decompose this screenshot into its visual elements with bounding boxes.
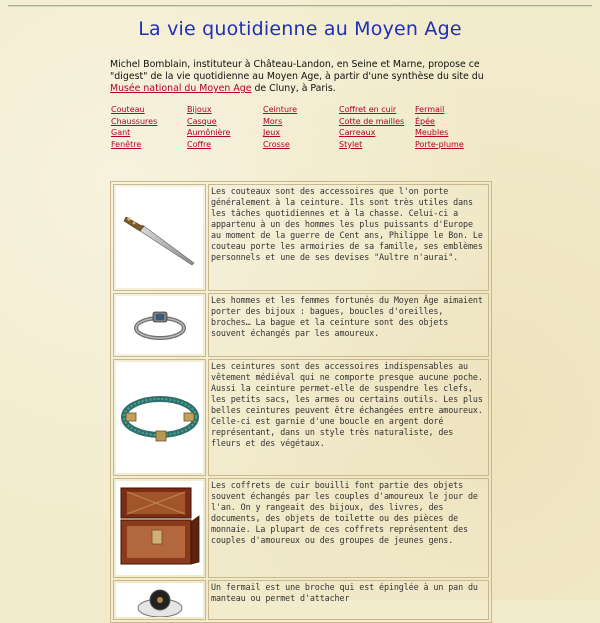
item-description: Un fermail est une broche qui est épinglée à un pan du manteau ou permet d'attacher <box>208 580 489 620</box>
intro-paragraph <box>110 59 500 95</box>
index-link-couteau[interactable]: Couteau <box>111 105 145 114</box>
index-link-porte-plume[interactable]: Porte-plume <box>415 139 464 149</box>
bijoux-image <box>116 296 203 354</box>
index-link-aumoniere[interactable]: Aumônière <box>187 128 231 138</box>
index-link-carreaux[interactable]: Carreaux <box>339 128 376 138</box>
musee-cluny-link[interactable]: Musée national du Moyen Age <box>110 83 252 94</box>
image-cell <box>113 359 206 476</box>
index-link-coffre[interactable]: Coffre <box>187 139 212 149</box>
item-row-ceinture <box>113 359 489 476</box>
items-table <box>110 181 492 623</box>
top-divider <box>8 5 592 7</box>
ceinture-image <box>116 362 203 473</box>
index-link-gant[interactable]: Gant <box>111 128 131 138</box>
knife-icon <box>120 203 200 273</box>
item-description: Les hommes et les femmes fortunés du Moyen Âge aimaient porter des bijoux : bagues, boucles d'oreilles, broches… La bague et la ceinture sont des objets souvent échangés par les amoureux. <box>208 293 489 357</box>
page-title: La vie quotidienne au Moyen Age <box>138 18 462 40</box>
index-link-bijoux[interactable]: Bijoux <box>187 105 212 114</box>
item-row-fermail <box>113 580 489 620</box>
image-cell <box>113 184 206 291</box>
intro-tail: de Cluny, à Paris. <box>251 83 336 94</box>
item-row-bijoux <box>113 293 489 357</box>
fermail-image <box>116 583 203 617</box>
index-link-meubles[interactable]: Meubles <box>415 128 449 138</box>
ring-icon <box>125 300 195 350</box>
index-link-fermail[interactable]: Fermail <box>415 105 445 114</box>
index-link-jeux[interactable]: Jeux <box>263 128 281 138</box>
index-link-chaussures[interactable]: Chaussures <box>111 116 158 126</box>
chest-icon <box>117 482 203 574</box>
index-link-casque[interactable]: Casque <box>187 116 217 126</box>
item-description: Les couteaux sont des accessoires que l'on porte généralement à la ceinture. Ils sont très utiles dans les tâches quotidiennes et à la chasse. Celui-ci a appartenu à un des hommes les plus puissants d'Europe au moment de la guerre de Cent ans, Philippe le Bon. Le couteau porte les armoiries de sa famille, ses emblèmes personnels et une de ses devises "Aultre n'aurai". <box>208 184 489 291</box>
index-link-cotte-de-mailles[interactable]: Cotte de mailles <box>339 116 405 126</box>
item-row-couteau <box>113 184 489 291</box>
brooch-icon <box>120 583 200 617</box>
index-link-mors[interactable]: Mors <box>263 116 283 126</box>
index-link-crosse[interactable]: Crosse <box>263 139 290 149</box>
index-link-coffret-en-cuir[interactable]: Coffret en cuir <box>339 105 397 114</box>
item-description: Les ceintures sont des accessoires indispensables au vêtement médiéval qui ne comporte presque aucune poche. Aussi la ceinture permet-elle de suspendre les clefs, les petits sacs, les armes ou certains outils. Les plus belles ceintures peuvent être échangées entre amoureux. Celle-ci est garnie d'une boucle en argent doré représentant, dans un style très naturaliste, des fleurs et des végétaux. <box>208 359 489 476</box>
coffret-image <box>116 481 203 575</box>
index-link-fenetre[interactable]: Fenêtre <box>111 139 142 149</box>
topic-index <box>111 105 491 151</box>
index-link-epee[interactable]: Épée <box>415 116 435 126</box>
index-link-ceinture[interactable]: Ceinture <box>263 105 298 114</box>
belt-icon <box>118 383 202 453</box>
item-description: Les coffrets de cuir bouilli font partie des objets souvent échangés par les couples d'amoureux le jour de l'an. On y rangeait des bijoux, des livres, des documents, des objets de toilette ou des pièces de monnaie. La plupart de ces coffrets représentent des couples d'amoureux ou des groupes de jeunes gens. <box>208 478 489 578</box>
image-cell <box>113 478 206 578</box>
image-cell <box>113 293 206 357</box>
image-cell <box>113 580 206 620</box>
couteau-image <box>116 187 203 288</box>
intro-text: Michel Bomblain, instituteur à Château-Landon, en Seine et Marne, propose ce "digest" de la vie quotidienne au Moyen Age, à partir d'une synthèse du site du <box>110 59 484 82</box>
index-link-stylet[interactable]: Stylet <box>339 139 363 149</box>
item-row-coffret <box>113 478 489 578</box>
